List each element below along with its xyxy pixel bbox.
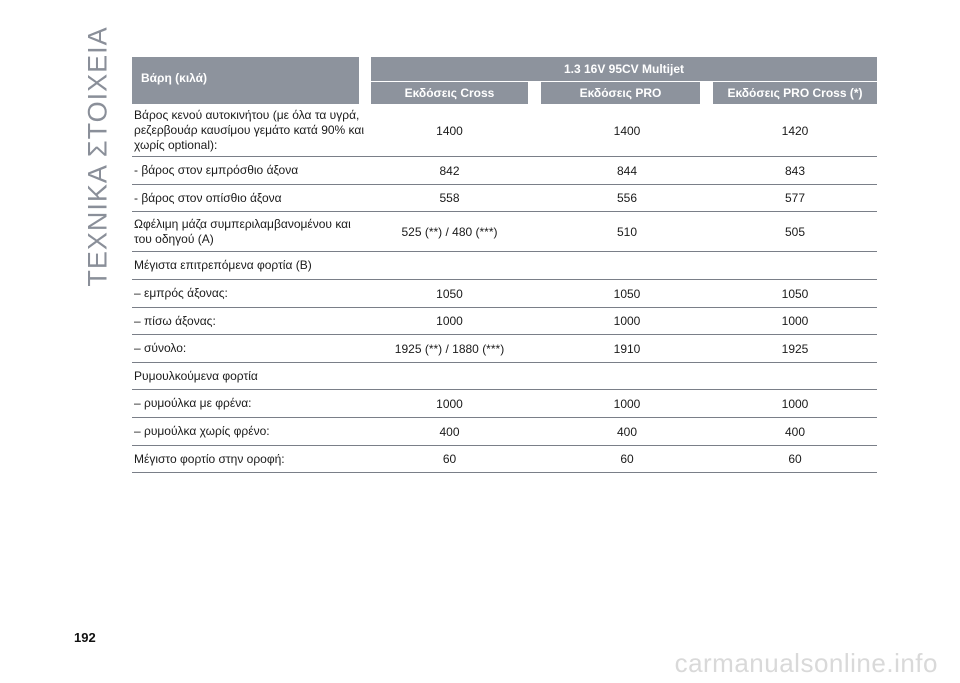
row-label: Ρυμουλκούμενα φορτία: [134, 368, 258, 383]
header-engine: 1.3 16V 95CV Multijet: [371, 57, 877, 81]
table-row: [132, 308, 877, 335]
cell-pro-cross: 60: [788, 452, 802, 466]
cell-pro: 1000: [613, 396, 641, 411]
table-row: [132, 418, 877, 446]
row-label: – πίσω άξονας:: [134, 313, 216, 328]
table-row: [132, 390, 877, 418]
cell-cross: 1925 (**) / 1880 (***): [394, 341, 505, 356]
table-row: [132, 105, 877, 157]
row-label: – ρυμούλκα χωρίς φρένο:: [134, 424, 270, 438]
table-row: [132, 363, 877, 390]
table-row: [132, 446, 877, 473]
cell-pro: 60: [620, 452, 634, 466]
row-label: – εμπρός άξονας:: [134, 286, 228, 300]
row-label: - βάρος στον εμπρόσθιο άξονα: [134, 163, 299, 177]
cell-pro: 556: [616, 191, 638, 205]
table-row: [132, 335, 877, 363]
cell-pro: 1400: [613, 123, 641, 138]
cell-cross: 558: [439, 191, 460, 205]
section-title: [80, 25, 116, 287]
cell-pro: 510: [616, 224, 638, 239]
table-row: [132, 252, 877, 280]
cell-pro: 1910: [613, 341, 641, 356]
row-label: Μέγιστα επιτρεπόμενα φορτία (B): [134, 258, 312, 272]
cell-cross: 1000: [436, 314, 463, 328]
table-row: [132, 280, 877, 308]
weights-table: [132, 57, 877, 473]
table-header: [132, 57, 877, 105]
row-label: Μέγιστο φορτίο στην οροφή:: [134, 451, 285, 466]
table-row: [132, 157, 877, 185]
cell-pro: 1050: [613, 286, 641, 301]
cell-pro-cross: 1000: [781, 314, 809, 328]
cell-cross: 60: [442, 452, 457, 466]
page-number: 192: [74, 630, 96, 645]
cell-cross: 400: [439, 424, 460, 439]
table-row: [132, 185, 877, 212]
section-title-text: ΤΕΧΝΙΚΑ ΣΤΟΙΧΕΙΑ: [82, 25, 113, 287]
row-label: Βάρος κενού αυτοκινήτου (με όλα τα υγρά, ρεζερβουάρ καυσίμου γεμάτο κατά 90% και χωρίς optional):: [134, 108, 365, 152]
cell-cross: 1050: [436, 286, 463, 301]
row-label: – ρυμούλκα με φρένα:: [134, 396, 252, 410]
cell-pro-cross: 400: [784, 424, 806, 439]
watermark: carmanualsonline.info: [674, 648, 938, 678]
cell-pro-cross: 1420: [781, 123, 809, 138]
header-version-cross: Εκδόσεις Cross: [371, 82, 528, 104]
cell-cross: 842: [439, 163, 460, 178]
cell-pro-cross: 505: [784, 224, 806, 239]
header-version-pro: Εκδόσεις PRO: [541, 82, 700, 104]
cell-pro-cross: 1050: [781, 286, 809, 301]
header-weights-label: Βάρη (κιλά): [132, 57, 359, 104]
cell-cross: 1400: [436, 123, 463, 138]
row-label: – σύνολο:: [134, 341, 187, 355]
cell-pro-cross: 843: [784, 163, 806, 178]
row-label: - βάρος στον οπίσθιο άξονα: [134, 190, 282, 205]
cell-pro-cross: 1925: [781, 341, 809, 356]
header-version-pro-cross: Εκδόσεις PRO Cross (*): [713, 82, 877, 104]
row-label: Ωφέλιμη μάζα συμπεριλαμβανομένου και του οδηγού (A): [134, 216, 351, 246]
cell-pro-cross: 1000: [781, 396, 809, 411]
cell-pro: 1000: [613, 314, 641, 328]
table-row: [132, 212, 877, 252]
cell-pro: 400: [616, 424, 638, 439]
cell-cross: 1000: [436, 396, 463, 411]
cell-cross: 525 (**) / 480 (***): [401, 224, 498, 239]
cell-pro: 844: [616, 163, 638, 178]
cell-pro-cross: 577: [784, 191, 806, 205]
